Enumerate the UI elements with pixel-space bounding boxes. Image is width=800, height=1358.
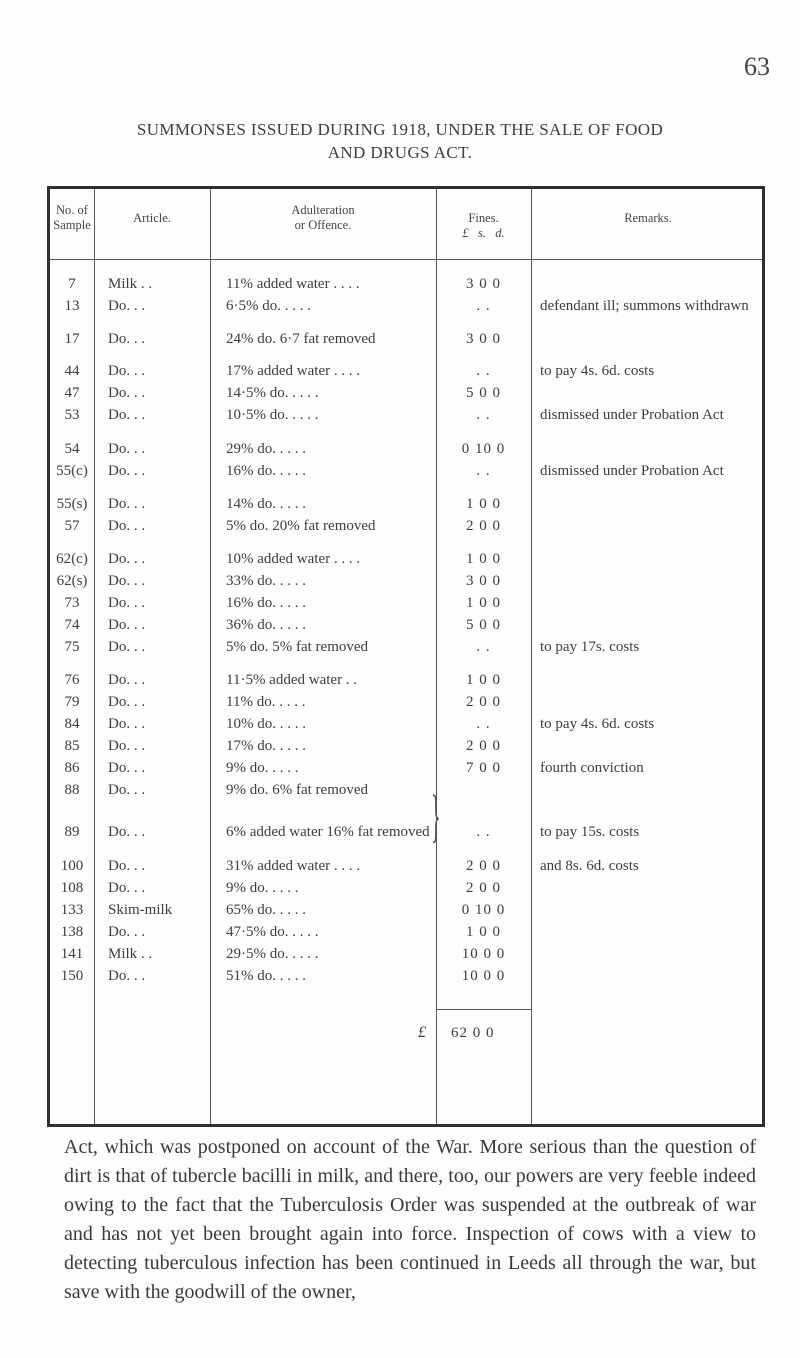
article-name: Do. . . (108, 331, 146, 347)
sample-number: 141 (60, 946, 84, 962)
sample-number: 55(c) (56, 463, 88, 479)
sample-number: 133 (60, 902, 84, 918)
adulteration-offence: 14% do. . . . . (226, 496, 306, 512)
adulteration-offence: 14·5% do. . . . . (226, 385, 319, 401)
adulteration-offence: 47·5% do. . . . . (226, 924, 319, 940)
article-name: Do. . . (108, 694, 146, 710)
article-name: Do. . . (108, 463, 146, 479)
sample-number: 138 (60, 924, 84, 940)
article-name: Do. . . (108, 496, 146, 512)
total-label: £ (418, 1024, 426, 1041)
fine-amount: 0 10 0 (461, 902, 506, 918)
page-title (40, 118, 760, 164)
adulteration-offence: 16% do. . . . . (226, 463, 306, 479)
sample-number: 7 (68, 276, 76, 292)
sample-number: 62(s) (56, 573, 88, 589)
article-name: Do. . . (108, 363, 146, 379)
fine-amount: 7 0 0 (466, 760, 501, 776)
body-paragraph: Act, which was postponed on account of the War. More serious than the question of dirt is that of tubercle bacilli in milk, and there, too, our powers are very feeble indeed owing to the fact that the Tuberculosis Order was suspended at the outbreak of war and has not yet been brought again into force. Inspection of cows with a view to detecting tuberculous infection has been continued in Leeds all through the war, but save with the goodwill of the owner, (64, 1136, 756, 1303)
adulteration-offence: 5% do. 5% fat removed (226, 639, 369, 655)
adulteration-offence: 29·5% do. . . . . (226, 946, 319, 962)
column-divider (531, 189, 532, 1124)
adulteration-offence: 17% added water . . . . (226, 363, 361, 379)
sample-number: 17 (64, 331, 80, 347)
remarks-text: and 8s. 6d. costs (540, 858, 639, 874)
article-name: Do. . . (108, 617, 146, 633)
article-name: Do. . . (108, 824, 146, 840)
remarks-text: defendant ill; summons withdrawn (540, 298, 749, 314)
remarks-text: to pay 17s. costs (540, 639, 640, 655)
adulteration-offence: 51% do. . . . . (226, 968, 306, 984)
sample-number: 57 (64, 518, 80, 534)
adulteration-offence: 17% do. . . . . (226, 738, 306, 754)
article-name: Do. . . (108, 407, 146, 423)
fine-amount: 1 0 0 (466, 496, 501, 512)
sample-number: 86 (64, 760, 80, 776)
header-fines: Fines. £ s. d. (436, 211, 531, 241)
adulteration-offence: 9% do. 6% fat removed (226, 782, 369, 798)
adulteration-offence: 5% do. 20% fat removed (226, 518, 376, 534)
article-name: Do. . . (108, 298, 146, 314)
sample-number: 44 (64, 363, 80, 379)
sample-number: 76 (64, 672, 80, 688)
adulteration-offence: 11% do. . . . . (226, 694, 306, 710)
sample-number: 89 (64, 824, 80, 840)
adulteration-offence: 6·5% do. . . . . (226, 298, 311, 314)
adulteration-offence: 11% added water . . . . (226, 276, 360, 292)
adulteration-offence: 10% do. . . . . (226, 716, 306, 732)
article-name: Do. . . (108, 760, 146, 776)
adulteration-offence: 11·5% added water . . (226, 672, 358, 688)
sample-number: 55(s) (56, 496, 88, 512)
sample-number: 74 (64, 617, 80, 633)
article-name: Do. . . (108, 716, 146, 732)
sample-number: 53 (64, 407, 80, 423)
header-fines-units: £ s. d. (462, 226, 505, 240)
sample-number: 100 (60, 858, 84, 874)
fine-amount: 5 0 0 (466, 617, 501, 633)
article-name: Do. . . (108, 639, 146, 655)
sample-number: 75 (64, 639, 80, 655)
article-name: Do. . . (108, 880, 146, 896)
fine-amount: 3 0 0 (466, 573, 501, 589)
header-sample-no: No. of Sample (53, 203, 91, 232)
sample-number: 108 (60, 880, 84, 896)
article-name: Do. . . (108, 551, 146, 567)
article-name: Do. . . (108, 441, 146, 457)
article-name: Do. . . (108, 573, 146, 589)
sample-number: 13 (64, 298, 80, 314)
fine-amount: 3 0 0 (466, 276, 501, 292)
adulteration-offence: 31% added water . . . . (226, 858, 361, 874)
article-name: Do. . . (108, 738, 146, 754)
fine-amount: 1 0 0 (466, 595, 501, 611)
remarks-text: dismissed under Probation Act (540, 407, 724, 423)
sample-number: 47 (64, 385, 80, 401)
remarks-text: to pay 15s. costs (540, 824, 640, 840)
total-rule (436, 1009, 531, 1010)
article-name: Do. . . (108, 858, 146, 874)
fine-amount: 10 0 0 (461, 968, 506, 984)
sample-number: 150 (60, 968, 84, 984)
fine-amount: 1 0 0 (466, 924, 501, 940)
article-name: Skim-milk (108, 902, 173, 918)
sample-number: 54 (64, 441, 80, 457)
adulteration-offence: 10·5% do. . . . . (226, 407, 319, 423)
article-name: Do. . . (108, 595, 146, 611)
adulteration-offence: 29% do. . . . . (226, 441, 306, 457)
adulteration-offence: 33% do. . . . . (226, 573, 306, 589)
adulteration-offence: 65% do. . . . . (226, 902, 306, 918)
article-name: Do. . . (108, 782, 146, 798)
adulteration-offence: 6% added water 16% fat removed (226, 824, 430, 840)
remarks-text: fourth conviction (540, 760, 644, 776)
fine-amount: 2 0 0 (466, 880, 501, 896)
page-number: 63 (744, 52, 770, 81)
fine-amount: 2 0 0 (466, 738, 501, 754)
remarks-text: to pay 4s. 6d. costs (540, 363, 655, 379)
adulteration-offence: 24% do. 6·7 fat removed (226, 331, 376, 347)
fine-amount: 2 0 0 (466, 858, 501, 874)
sample-number: 62(c) (56, 551, 88, 567)
adulteration-offence: 10% added water . . . . (226, 551, 361, 567)
adulteration-offence: 9% do. . . . . (226, 760, 299, 776)
sample-number: 73 (64, 595, 80, 611)
title-line-2: AND DRUGS ACT. (327, 143, 473, 162)
fine-amount: . . (476, 824, 491, 840)
article-name: Do. . . (108, 968, 146, 984)
adulteration-offence: 9% do. . . . . (226, 880, 299, 896)
article-name: Milk . . (108, 946, 153, 962)
fine-amount: . . (476, 463, 491, 479)
fine-amount: 2 0 0 (466, 518, 501, 534)
fine-amount: . . (476, 363, 491, 379)
adulteration-offence: 36% do. . . . . (226, 617, 306, 633)
total-value: 62 0 0 (451, 1025, 495, 1041)
header-remarks: Remarks. (624, 211, 672, 225)
fine-amount: 10 0 0 (461, 946, 506, 962)
article-name: Do. . . (108, 518, 146, 534)
fine-amount: 1 0 0 (466, 672, 501, 688)
title-line-1: SUMMONSES ISSUED DURING 1918, UNDER THE SALE OF FOOD (136, 120, 664, 139)
header-adulteration: Adulteration or Offence. (291, 203, 355, 232)
article-name: Do. . . (108, 672, 146, 688)
fine-amount: . . (476, 298, 491, 314)
fine-amount: 1 0 0 (466, 551, 501, 567)
sample-number: 84 (64, 716, 80, 732)
adulteration-offence: 16% do. . . . . (226, 595, 306, 611)
brace-icon: } (431, 783, 441, 848)
summonses-table (47, 186, 765, 1127)
fine-amount: . . (476, 407, 491, 423)
fine-amount: . . (476, 716, 491, 732)
fine-amount: 2 0 0 (466, 694, 501, 710)
column-divider (94, 189, 95, 1124)
sample-number: 79 (64, 694, 80, 710)
article-name: Do. . . (108, 385, 146, 401)
remarks-text: to pay 4s. 6d. costs (540, 716, 655, 732)
header-divider (50, 259, 762, 260)
remarks-text: dismissed under Probation Act (540, 463, 724, 479)
article-name: Milk . . (108, 276, 153, 292)
fine-amount: . . (476, 639, 491, 655)
sample-number: 88 (64, 782, 80, 798)
fine-amount: 3 0 0 (466, 331, 501, 347)
sample-number: 85 (64, 738, 80, 754)
header-article: Article. (133, 211, 171, 225)
fine-amount: 5 0 0 (466, 385, 501, 401)
article-name: Do. . . (108, 924, 146, 940)
fine-amount: 0 10 0 (461, 441, 506, 457)
